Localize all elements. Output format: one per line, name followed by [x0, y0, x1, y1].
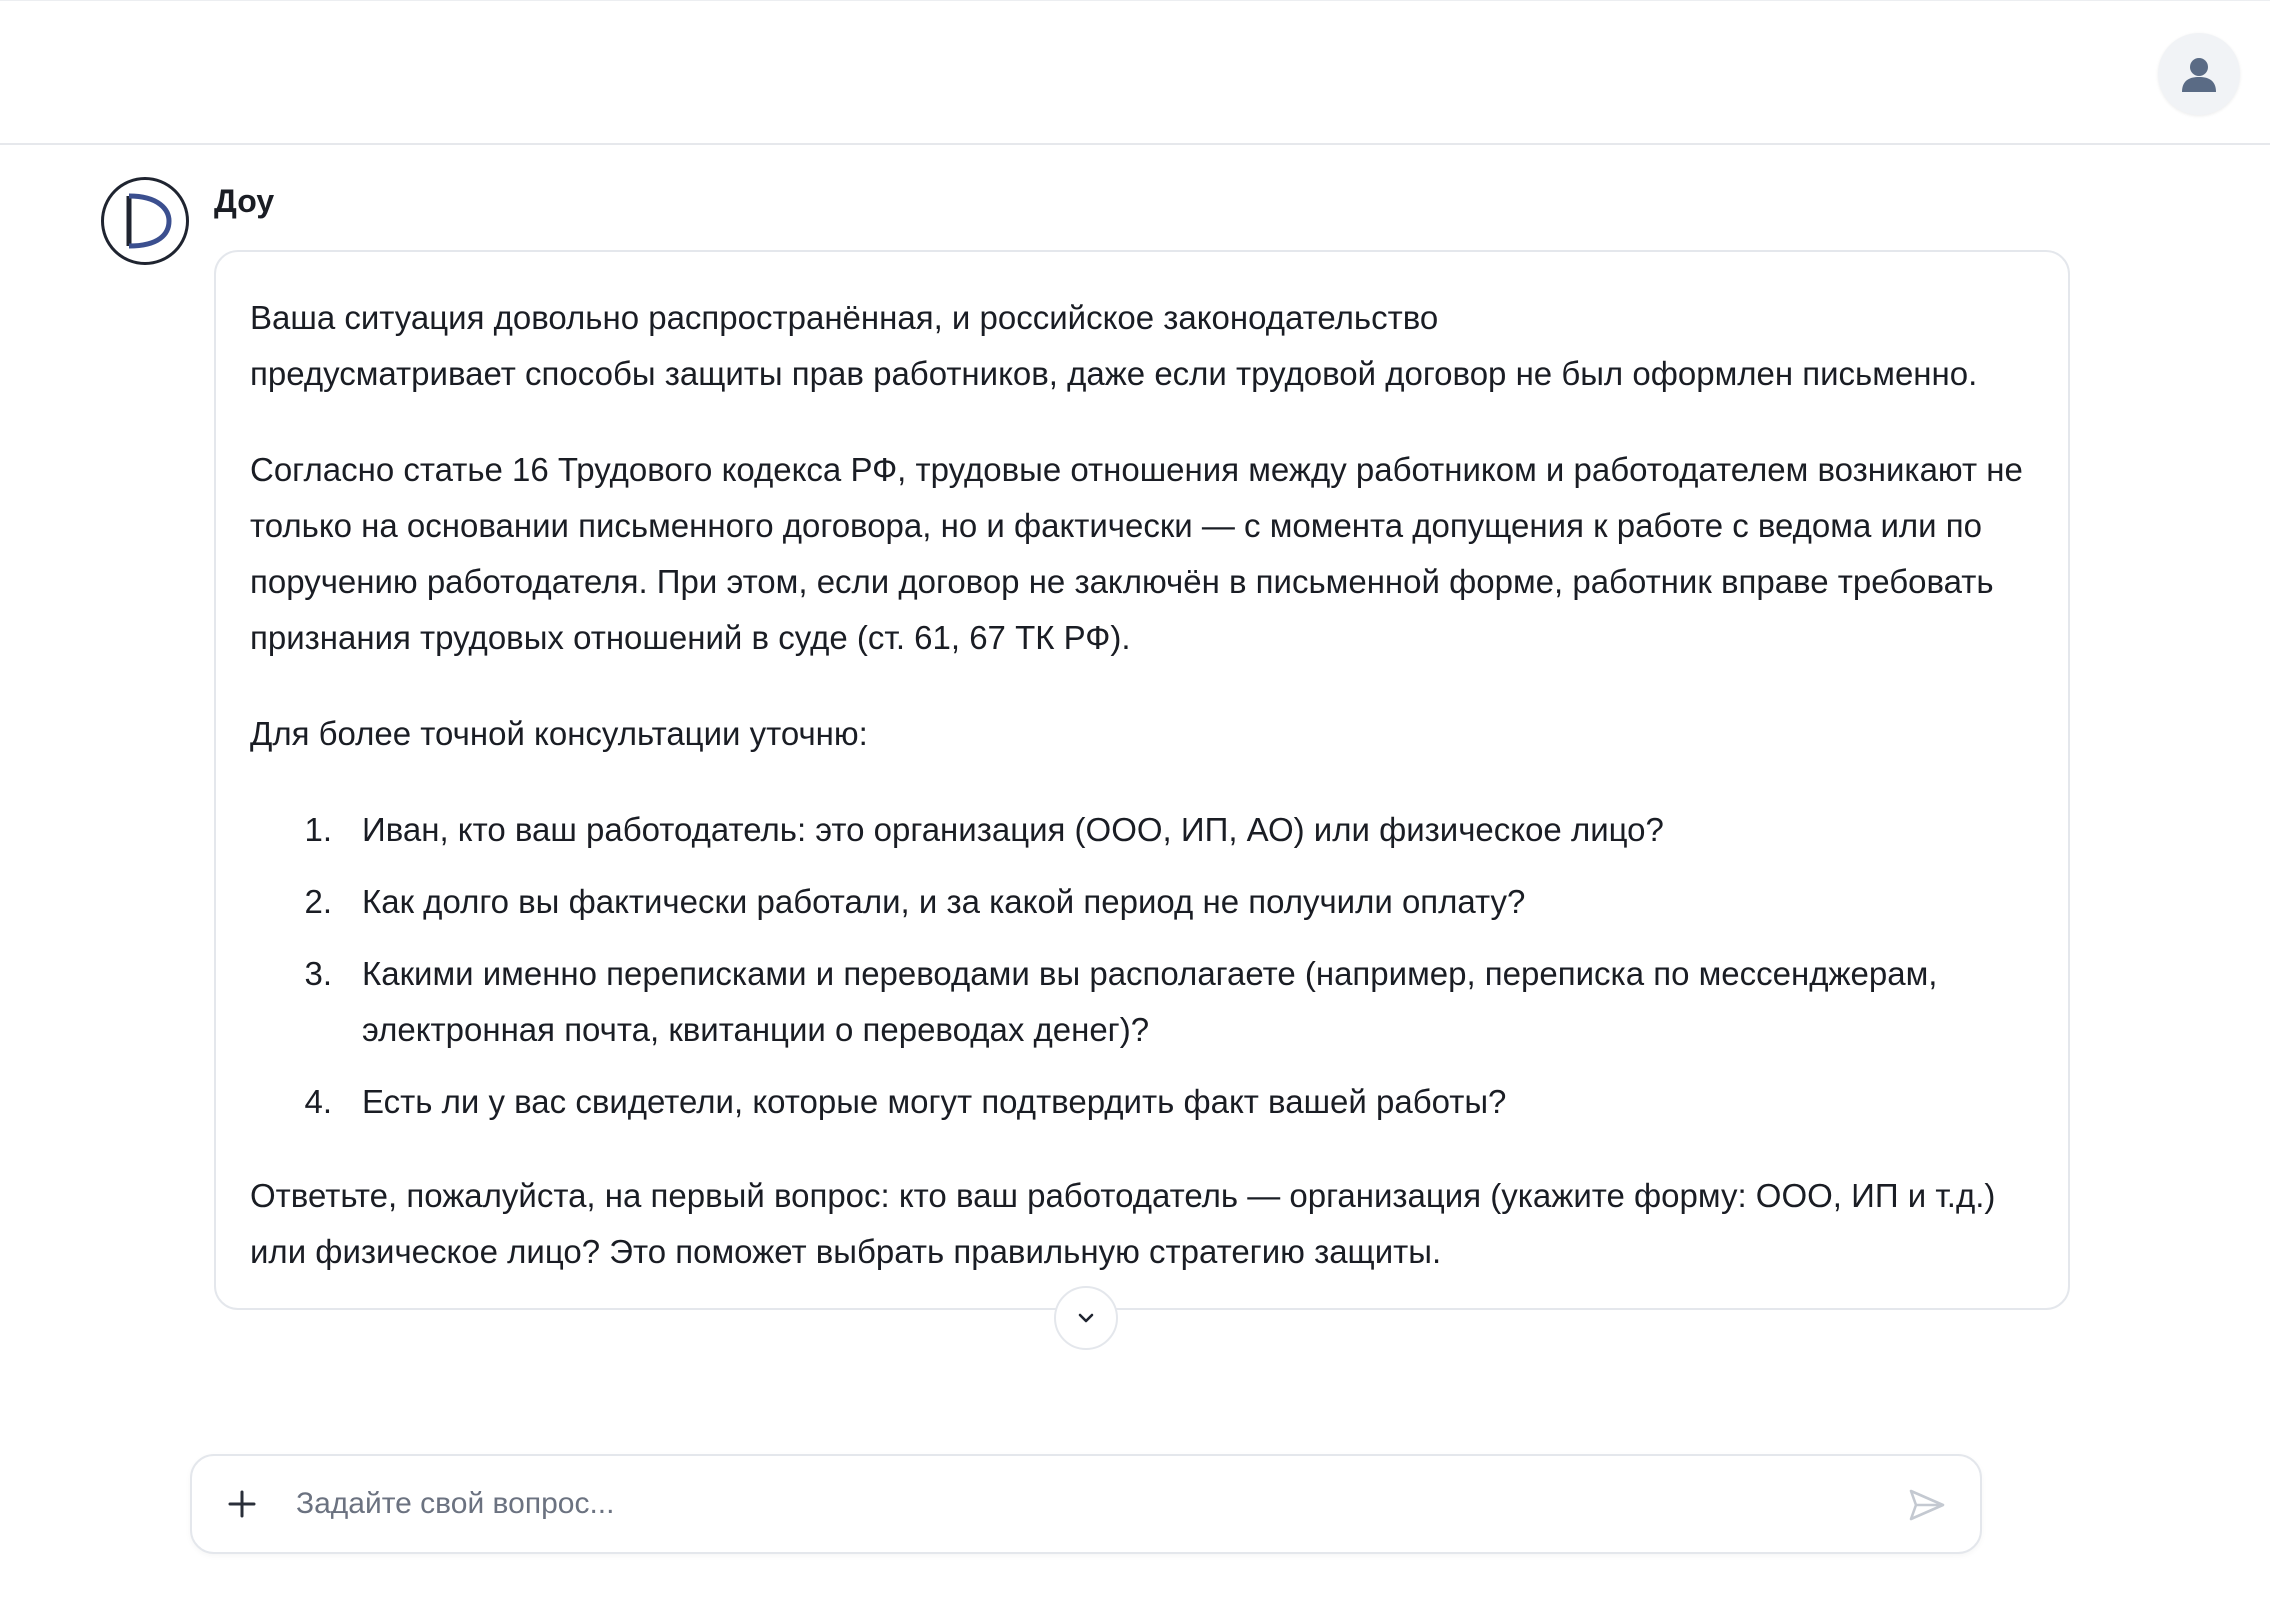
list-item: [250, 802, 2036, 858]
chevron-down-icon: [1074, 1306, 1098, 1330]
add-attachment-button[interactable]: [220, 1482, 264, 1526]
question-list: [250, 802, 2036, 1130]
user-avatar-button[interactable]: [2158, 33, 2240, 115]
message-paragraph: Для более точной консультации уточню:: [250, 715, 868, 752]
user-icon: [2179, 54, 2219, 94]
bot-avatar: [101, 177, 189, 265]
bot-name: Доу: [214, 183, 275, 219]
list-number: 1.: [304, 811, 332, 848]
list-text: Есть ли у вас свидетели, которые могут подтвердить факт вашей работы?: [362, 1083, 1507, 1120]
plus-icon: [226, 1488, 258, 1520]
list-item: [250, 946, 2036, 1058]
bot-logo-icon: [115, 190, 175, 252]
message-paragraph: Ваша ситуация довольно распространённая, и российское законодательство: [250, 299, 1439, 336]
send-icon: [1907, 1485, 1947, 1525]
question-input[interactable]: [296, 1476, 1856, 1532]
message-closing: Ответьте, пожалуйста, на первый вопрос: кто ваш работодатель — организация (укажите форму: ООО, ИП и т.д.) или физическое лицо? Это поможет выбрать правильную стратегию защиты.: [250, 1177, 1996, 1270]
assistant-message: [214, 250, 2070, 1310]
list-number: 4.: [304, 1083, 332, 1120]
send-button[interactable]: [1902, 1480, 1952, 1530]
list-text: Как долго вы фактически работали, и за какой период не получили оплату?: [362, 883, 1526, 920]
list-item: [250, 1074, 2036, 1130]
list-number: 3.: [304, 955, 332, 992]
list-text: Иван, кто ваш работодатель: это организация (ООО, ИП, АО) или физическое лицо?: [362, 811, 1664, 848]
top-bar: [0, 0, 2270, 145]
message-composer: [190, 1454, 1982, 1554]
message-paragraph: предусматривает способы защиты прав работников, даже если трудовой договор не был оформлен письменно.: [250, 355, 1978, 392]
list-number: 2.: [304, 883, 332, 920]
list-text: Какими именно переписками и переводами вы располагаете (например, переписка по мессенджерам, электронная почта, квитанции о переводах денег)?: [362, 955, 1938, 1048]
message-paragraph: Согласно статье 16 Трудового кодекса РФ, трудовые отношения между работником и работодателем возникают не только на основании письменного договора, но и фактически — с момента допущения к работе с ведома или по поручению работодателя. При этом, если договор не заключён в письменной форме, работник вправе требовать признания трудовых отношений в суде (ст. 61, 67 ТК РФ).: [250, 451, 2023, 656]
scroll-down-button[interactable]: [1054, 1286, 1118, 1350]
list-item: [250, 874, 2036, 930]
